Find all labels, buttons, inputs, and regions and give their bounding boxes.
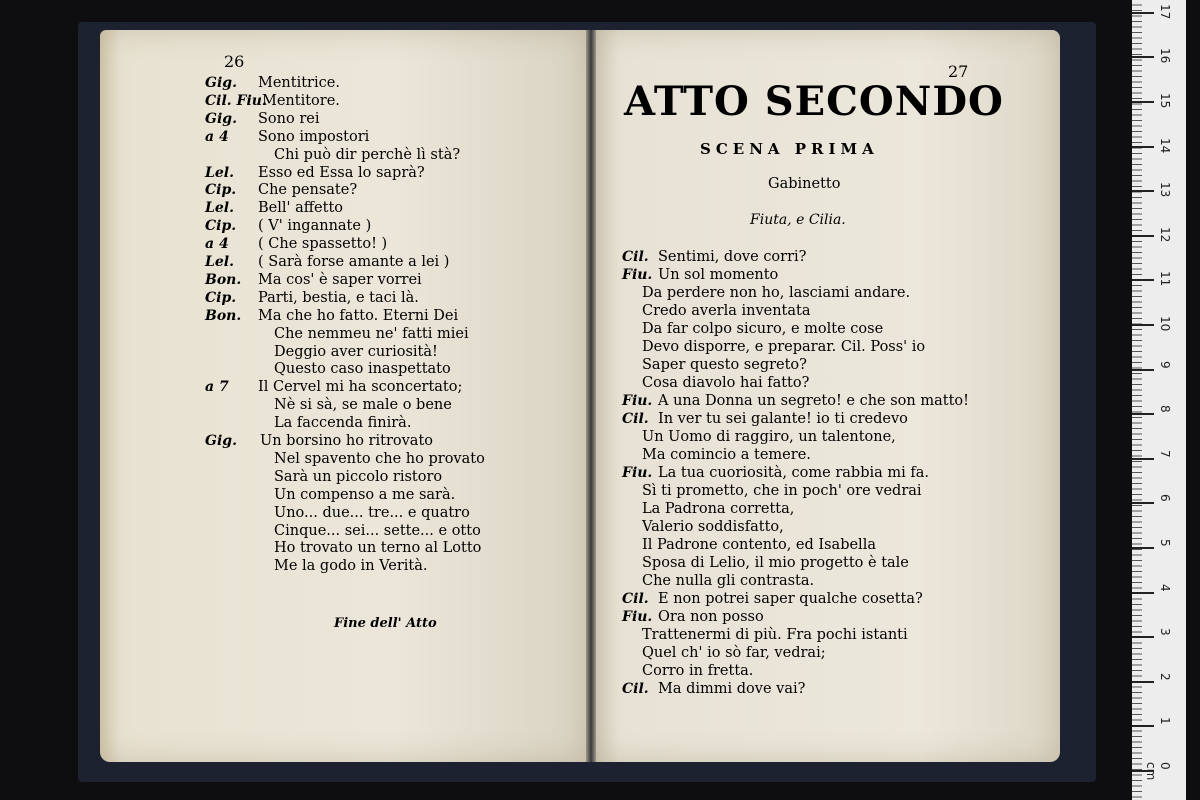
measuring-ruler xyxy=(1132,0,1186,800)
ruler-major-tick xyxy=(1132,636,1154,638)
verse-line: Devo disporre, e preparar. Cil. Poss' io xyxy=(642,339,926,355)
speaker-label: Fiu. xyxy=(622,609,653,625)
verse-line: Cosa diavolo hai fatto? xyxy=(642,375,810,391)
verse-line: Credo averla inventata xyxy=(642,303,811,319)
verse-line: Sentimi, dove corri? xyxy=(658,249,807,265)
verse-line: La Padrona corretta, xyxy=(642,501,795,517)
speaker-label: a 7 xyxy=(205,379,229,396)
verse-line: Me la godo in Verità. xyxy=(274,558,428,575)
scene-characters: Fiuta, e Cilia. xyxy=(750,212,846,228)
verse-line: ( Che spassetto! ) xyxy=(258,236,388,253)
verse-line: Nel spavento che ho provato xyxy=(274,450,485,467)
verse-line: Corro in fretta. xyxy=(642,663,754,679)
ruler-number: 12 xyxy=(1158,226,1172,243)
ruler-major-tick xyxy=(1132,592,1154,594)
ruler-number: 10 xyxy=(1158,316,1172,332)
book-gutter xyxy=(586,30,596,762)
verse-line: Ma che ho fatto. Eterni Dei xyxy=(258,307,459,324)
ruler-number: 1 xyxy=(1158,717,1172,726)
speaker-label: Cil. xyxy=(622,411,649,427)
right-page-number: 27 xyxy=(948,62,969,81)
speaker-label: Cil. xyxy=(622,591,649,607)
speaker-label: a 4 xyxy=(205,236,229,253)
verse-line: Parti, bestia, e taci là. xyxy=(258,289,419,306)
ruler-number: 13 xyxy=(1158,182,1172,198)
verse-line: Saper questo segreto? xyxy=(642,357,807,373)
speaker-label: Cil. xyxy=(622,249,649,265)
verse-line: Trattenermi di più. Fra pochi istanti xyxy=(642,627,908,643)
ruler-major-tick xyxy=(1132,413,1154,415)
ruler-number: 16 xyxy=(1158,48,1172,64)
ruler-major-tick xyxy=(1132,190,1154,192)
scene-place: Gabinetto xyxy=(768,176,841,192)
speaker-label: Bon. xyxy=(205,307,242,324)
ruler-number: 2 xyxy=(1158,672,1172,681)
verse-line: Sarà un piccolo ristoro xyxy=(274,468,443,485)
verse-line: Sposa di Lelio, il mio progetto è tale xyxy=(642,555,909,571)
verse-line: Mentitore. xyxy=(262,92,340,109)
verse-line: E non potrei saper qualche cosetta? xyxy=(658,591,923,607)
speaker-label: Cip. xyxy=(205,182,237,199)
verse-line: Sono rei xyxy=(258,110,320,127)
verse-line: Bell' affetto xyxy=(258,200,344,217)
verse-line: Esso ed Essa lo saprà? xyxy=(258,164,425,181)
ruler-number: 0 cm xyxy=(1144,762,1172,781)
speaker-label: Fiu. xyxy=(622,393,653,409)
speaker-label: Lel. xyxy=(205,200,234,217)
verse-line: Ma comincio a temere. xyxy=(642,447,811,463)
verse-line: Un Uomo di raggiro, un talentone, xyxy=(642,429,896,445)
ruler-major-tick xyxy=(1132,681,1154,683)
verse-line: Deggio aver curiosità! xyxy=(274,343,438,360)
left-page-number: 26 xyxy=(224,52,245,71)
ruler-number: 5 xyxy=(1158,539,1172,547)
verse-line: Nè si sà, se male o bene xyxy=(274,397,452,414)
verse-line: Ora non posso xyxy=(658,609,764,625)
ruler-major-tick xyxy=(1132,324,1154,326)
verse-line: Da far colpo sicuro, e molte cose xyxy=(642,321,884,337)
speaker-label: Gig. xyxy=(205,75,237,91)
ruler-number: 3 xyxy=(1158,628,1172,636)
ruler-major-tick xyxy=(1132,369,1154,371)
verse-line: Ho trovato un terno al Lotto xyxy=(274,540,482,557)
verse-line: ( Sarà forse amante a lei ) xyxy=(258,254,450,270)
verse-line: Un sol momento xyxy=(658,267,779,283)
act-title: ATTO SECONDO xyxy=(624,78,1004,125)
verse-line: Chi può dir perchè lì stà? xyxy=(274,146,461,163)
verse-line: Uno... due... tre... e quatro xyxy=(274,504,470,521)
verse-line: Valerio soddisfatto, xyxy=(642,519,784,535)
verse-line: Sono impostori xyxy=(258,128,370,145)
ruler-number: 4 xyxy=(1158,583,1172,592)
ruler-number: 17 xyxy=(1158,3,1172,20)
speaker-label: Cip. xyxy=(205,218,237,235)
speaker-label: Bon. xyxy=(205,271,242,288)
speaker-label: Fiu. xyxy=(622,465,653,481)
verse-line: Che nemmeu ne' fatti miei xyxy=(274,325,469,342)
verse-line: Un compenso a me sarà. xyxy=(274,486,456,503)
speaker-label: Fiu. xyxy=(622,267,653,283)
verse-line: Quel ch' io sò far, vedrai; xyxy=(642,645,826,661)
verse-line: ( V' ingannate ) xyxy=(258,218,372,235)
speaker-label: Cip. xyxy=(205,289,237,306)
verse-line: La tua cuoriosità, come rabbia mi fa. xyxy=(658,465,929,481)
verse-line: Il Padrone contento, ed Isabella xyxy=(642,537,876,553)
verse-line: Che nulla gli contrasta. xyxy=(642,573,815,589)
ruler-number: 9 xyxy=(1158,360,1172,369)
ruler-major-tick xyxy=(1132,502,1154,504)
verse-line: Ma dimmi dove vai? xyxy=(658,681,806,697)
ruler-major-tick xyxy=(1132,279,1154,281)
ruler-number: 14 xyxy=(1158,137,1172,153)
speaker-label: Cil. xyxy=(622,681,649,697)
verse-line: Che pensate? xyxy=(258,182,358,199)
ruler-number: 11 xyxy=(1158,271,1172,287)
ruler-major-tick xyxy=(1132,458,1154,460)
ruler-number: 6 xyxy=(1158,494,1172,503)
speaker-label: Cil. Fiu. xyxy=(205,92,267,109)
verse-line: Il Cervel mi ha sconcertato; xyxy=(258,379,463,396)
ruler-major-tick xyxy=(1132,235,1154,237)
ruler-number: 8 xyxy=(1158,405,1172,413)
verse-line: Ma cos' è saper vorrei xyxy=(258,271,422,288)
verse-line: Mentitrice. xyxy=(258,75,340,91)
verse-line: Da perdere non ho, lasciami andare. xyxy=(642,285,911,301)
verse-line: Cinque... sei... sette... e otto xyxy=(274,522,481,539)
speaker-label: Gig. xyxy=(205,110,237,127)
ruler-number: 15 xyxy=(1158,93,1172,109)
verse-line: In ver tu sei galante! io ti credevo xyxy=(658,411,908,427)
speaker-label: Lel. xyxy=(205,164,234,181)
ruler-major-tick xyxy=(1132,56,1154,58)
ruler-major-tick xyxy=(1132,146,1154,148)
end-of-act-note: Fine dell' Atto xyxy=(334,616,437,631)
ruler-major-tick xyxy=(1132,725,1154,727)
verse-line: La faccenda finirà. xyxy=(274,415,412,432)
scene-heading: SCENA PRIMA xyxy=(700,140,879,158)
verse-line: Un borsino ho ritrovato xyxy=(260,433,433,449)
ruler-major-tick xyxy=(1132,12,1154,14)
ruler-major-tick xyxy=(1132,547,1154,549)
verse-line: Questo caso inaspettato xyxy=(274,361,451,378)
speaker-label: Gig. xyxy=(205,433,237,449)
verse-line: Sì ti prometto, che in poch' ore vedrai xyxy=(642,483,922,499)
ruler-major-tick xyxy=(1132,101,1154,103)
verse-line: A una Donna un segreto! e che son matto! xyxy=(658,393,969,409)
speaker-label: a 4 xyxy=(205,128,229,145)
ruler-number: 7 xyxy=(1158,449,1172,458)
speaker-label: Lel. xyxy=(205,254,234,270)
